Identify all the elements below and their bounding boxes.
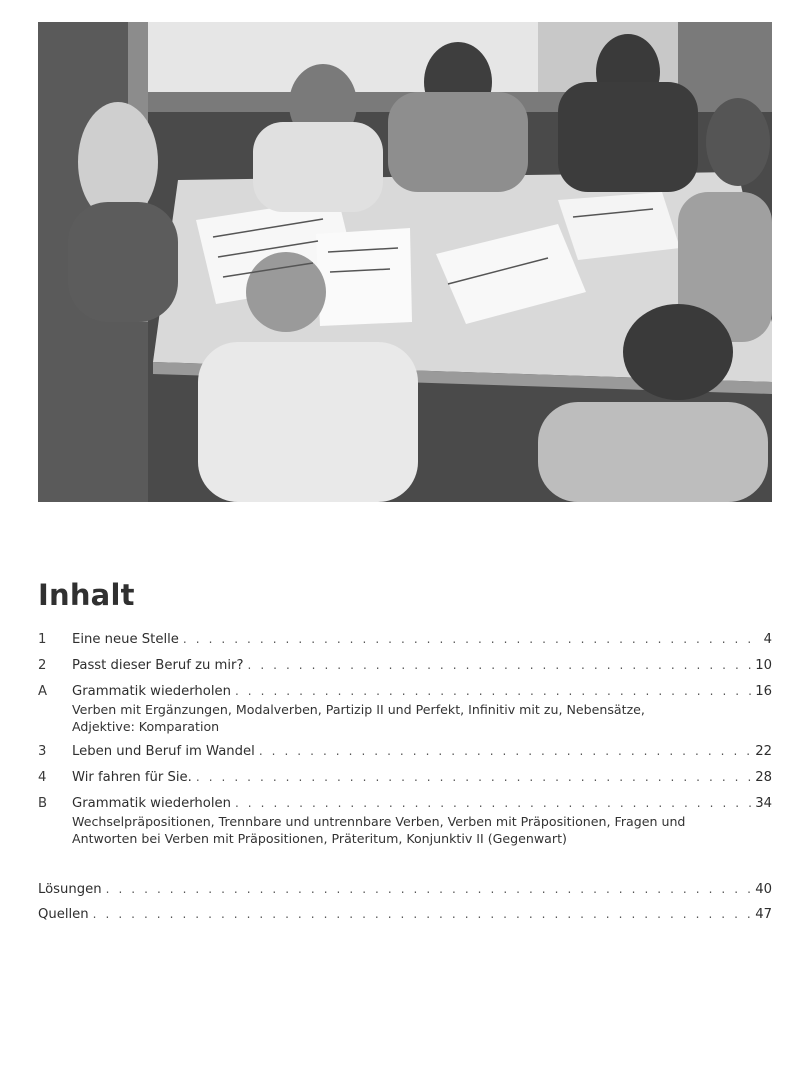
- toc-entry[interactable]: [38, 682, 772, 735]
- toc-description-line: Antworten bei Verben mit Präpositionen, Präteritum, Konjunktiv II (Gegenwart): [72, 831, 567, 846]
- toc-number: 2: [38, 658, 47, 673]
- toc-title: Grammatik wiederholen: [72, 684, 231, 699]
- toc-page: 34: [755, 796, 772, 811]
- toc-title: Wir fahren für Sie.: [72, 770, 192, 785]
- toc-page: 22: [755, 744, 772, 759]
- toc-title: Passt dieser Beruf zu mir?: [72, 658, 244, 673]
- toc-number: B: [38, 796, 48, 811]
- leader-dots: [235, 794, 751, 812]
- toc-title: Quellen: [38, 907, 89, 922]
- toc-page: 40: [755, 882, 772, 897]
- toc-page: 28: [755, 770, 772, 785]
- toc-page: 4: [763, 632, 772, 647]
- cover-photo: [38, 22, 772, 502]
- leader-dots: [106, 880, 752, 898]
- leader-dots: [247, 656, 751, 674]
- toc-title: Lösungen: [38, 882, 102, 897]
- toc-title: Leben und Beruf im Wandel: [72, 744, 255, 759]
- toc-description-line: Wechselpräpositionen, Trennbare und untrennbare Verben, Verben mit Präpositionen, Fragen und: [72, 814, 686, 829]
- toc-entry[interactable]: [38, 880, 772, 899]
- leader-dots: [235, 682, 751, 700]
- toc-entry[interactable]: [38, 630, 772, 649]
- toc-page: 47: [755, 907, 772, 922]
- toc-description: [72, 813, 762, 847]
- toc-page: 10: [755, 658, 772, 673]
- toc-number: 3: [38, 744, 47, 759]
- toc-number: 1: [38, 632, 47, 647]
- toc-number: A: [38, 684, 48, 699]
- toc-page: 16: [755, 684, 772, 699]
- toc-entry[interactable]: [38, 905, 772, 924]
- leader-dots: [93, 905, 752, 923]
- leader-dots: [196, 768, 751, 786]
- toc-entry[interactable]: [38, 742, 772, 761]
- toc-entry[interactable]: [38, 768, 772, 787]
- toc-entry[interactable]: [38, 794, 772, 847]
- toc-entry[interactable]: [38, 656, 772, 675]
- leader-dots: [183, 630, 760, 648]
- page-title: Inhalt: [38, 578, 135, 612]
- leader-dots: [259, 742, 751, 760]
- toc-number: 4: [38, 770, 47, 785]
- photo-illustration: [38, 22, 772, 502]
- toc-description-line: Adjektive: Komparation: [72, 719, 220, 734]
- toc-title: Grammatik wiederholen: [72, 796, 231, 811]
- toc-description: [72, 701, 762, 735]
- toc-title: Eine neue Stelle: [72, 632, 179, 647]
- toc-description-line: Verben mit Ergänzungen, Modalverben, Partizip II und Perfekt, Infinitiv mit zu, Nebensätze,: [72, 702, 645, 717]
